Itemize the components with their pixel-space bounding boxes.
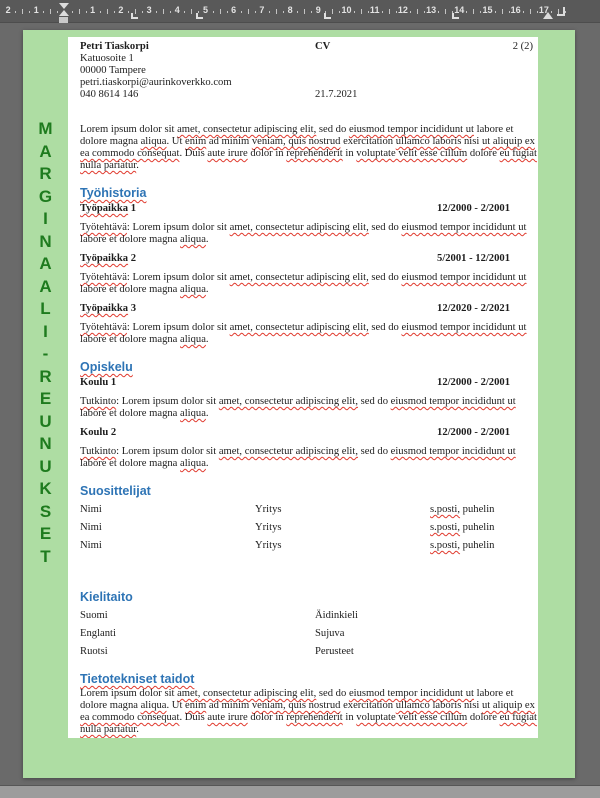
- text-run: . Ut: [166, 700, 186, 711]
- hanging-indent-marker[interactable]: [59, 10, 69, 16]
- ruler-tick: [184, 11, 185, 13]
- misspelled-text: amet, consectetur adipiscing elit,: [218, 396, 358, 407]
- misspelled-text: amet, consectetur adipiscing elit,: [229, 222, 369, 233]
- misspelled-text: Työtehtävä: [80, 272, 127, 283]
- ruler-number: 13: [426, 5, 437, 15]
- tab-stop-marker[interactable]: [452, 13, 459, 19]
- ruler-tick: [248, 9, 249, 14]
- ruler-number: 14: [454, 5, 465, 15]
- text-run: Suosittelijat: [80, 484, 151, 498]
- text-run: . Ut: [166, 136, 186, 147]
- text-run: nisi: [461, 136, 482, 147]
- ruler-tick: [107, 9, 108, 14]
- school-description: [80, 396, 538, 420]
- referee-row: [80, 522, 538, 534]
- text-run: sed do: [357, 446, 391, 457]
- section-heading-referees: [80, 484, 538, 498]
- ruler-tick: [29, 11, 30, 13]
- cv-header: [80, 41, 538, 101]
- text-run: dolor in: [247, 712, 287, 723]
- language-row: [80, 610, 538, 622]
- text-run: dolor in: [247, 148, 287, 159]
- text-run: .: [205, 458, 209, 469]
- misspelled-text: ut aliquip ex ea commodo consequat: [80, 700, 535, 723]
- margin-annotation-letter: A: [39, 254, 52, 273]
- misspelled-text: veniam, quis nostrud: [251, 700, 341, 711]
- indent-markers[interactable]: [58, 3, 69, 23]
- margin-annotation-letter: I: [43, 209, 48, 228]
- ruler-tick: [480, 11, 481, 13]
- ruler-tick: [368, 11, 369, 13]
- window-bottom-strip: [0, 785, 600, 798]
- ruler-tick: [163, 9, 164, 14]
- misspelled-text: Työtehtävä: [80, 322, 127, 333]
- job-description: [80, 272, 538, 296]
- text-run: Kielitaito: [80, 590, 133, 604]
- referee-contact: [430, 540, 538, 552]
- margin-annotation-letter: E: [39, 389, 52, 408]
- text-run: sed do: [368, 272, 402, 283]
- ruler-tick: [530, 9, 531, 14]
- misspelled-text: eiusmod tempor incididunt ut: [401, 272, 527, 283]
- ruler-number: 11: [369, 5, 380, 15]
- misspelled-text: Työpaikka: [80, 303, 129, 314]
- ruler-tick: [417, 9, 418, 14]
- ruler-tick: [100, 11, 101, 13]
- school-title-row: [80, 427, 538, 439]
- ruler-tick: [43, 11, 44, 13]
- margin-annotation-letter: U: [39, 456, 52, 476]
- ruler-tick: [241, 11, 242, 13]
- tab-stop-marker[interactable]: [196, 13, 203, 19]
- ruler-tick: [410, 11, 411, 13]
- misspelled-text: Työpaikka: [80, 253, 129, 264]
- text-run: exercitation: [340, 700, 396, 711]
- misspelled-text: amet, consectetur adipiscing elit,: [177, 688, 317, 699]
- text-run: 2: [128, 253, 137, 264]
- language-row: [80, 628, 538, 640]
- school-title: [80, 377, 116, 389]
- misspelled-text: eiusmod tempor incididunt ut: [390, 396, 516, 407]
- section-heading-it-skills: [80, 672, 538, 686]
- ruler-tick: [15, 11, 16, 13]
- text-run: .: [205, 408, 209, 419]
- horizontal-ruler[interactable]: [0, 0, 600, 23]
- misspelled-text: ut aliquip ex ea commodo consequat: [80, 136, 535, 159]
- header-contact-block: [80, 41, 315, 101]
- school-dates: 12/2000 - 2/2001: [437, 377, 510, 388]
- text-run: labore et dolore magna: [80, 284, 181, 295]
- text-run: 3: [128, 303, 137, 314]
- ruler-tick: [72, 11, 73, 13]
- job-dates: 5/2001 - 12/2001: [437, 253, 510, 264]
- ruler-tick: [445, 9, 446, 14]
- misspelled-text: Opiskelu: [80, 360, 133, 374]
- ruler-tick: [220, 9, 221, 14]
- referee-contact: [430, 522, 538, 534]
- margin-annotation-letter: A: [39, 276, 52, 296]
- text-run: Lorem ipsum dolor sit: [80, 688, 178, 699]
- misspelled-text: ullamco laboris: [395, 136, 462, 147]
- document-type-label: CV: [315, 41, 331, 52]
- misspelled-text: amet, consectetur adipiscing elit,: [218, 446, 358, 457]
- margin-annotation-letter: R: [39, 164, 52, 183]
- ruler-number: 6: [231, 5, 237, 15]
- job-dates: 12/2000 - 2/2001: [437, 203, 510, 214]
- text-run: : Lorem ipsum dolor sit: [116, 446, 219, 457]
- text-run: in: [342, 148, 357, 159]
- it-skills-paragraph: [80, 688, 538, 736]
- misspelled-text: aliqua: [180, 284, 206, 295]
- ruler-tick: [473, 9, 474, 14]
- misspelled-text: aute irure: [207, 148, 248, 159]
- text-run: sed do: [357, 396, 391, 407]
- text-run: ad minim: [206, 136, 252, 147]
- language-row: [80, 646, 538, 658]
- margin-annotation-letter: K: [39, 479, 52, 498]
- margin-annotation-label: [23, 120, 68, 565]
- ruler-tick: [156, 11, 157, 13]
- ruler-tick: [255, 11, 256, 13]
- ruler-tick: [170, 11, 171, 13]
- ruler-tick: [22, 9, 23, 14]
- school-title-row: [80, 377, 538, 389]
- misspelled-text: s.posti,: [430, 504, 461, 515]
- text-run: .: [205, 234, 209, 245]
- ruler-tick: [389, 9, 390, 14]
- ruler-number: 1: [90, 5, 96, 15]
- text-run: : Lorem ipsum dolor sit: [126, 322, 230, 333]
- misspelled-text: eiusmod tempor incididunt ut: [401, 322, 527, 333]
- address-line-1: Katuosoite 1: [80, 53, 134, 64]
- school-dates: 12/2000 - 2/2001: [437, 427, 510, 438]
- ruler-number: 17: [538, 5, 549, 15]
- margin-annotation-letter: S: [39, 501, 52, 521]
- ruler-tick: [283, 11, 284, 13]
- language-level: Äidinkieli: [315, 610, 358, 621]
- margin-annotation-letter: M: [38, 119, 53, 138]
- ruler-margin-number: 1: [33, 5, 39, 15]
- ruler-tick: [361, 9, 362, 14]
- job-title: [80, 253, 136, 265]
- margin-annotation-letter: I: [43, 321, 48, 341]
- ruler-number: 7: [259, 5, 265, 15]
- text-run: Koulu 1: [80, 377, 117, 388]
- ruler-tick: [424, 11, 425, 13]
- ruler-tick: [495, 11, 496, 13]
- job-description: [80, 222, 538, 246]
- ruler-tick: [339, 11, 340, 13]
- ruler-tick: [438, 11, 439, 13]
- section-heading-work-history: [80, 186, 538, 200]
- text-run: labore et dolore magna: [80, 334, 181, 345]
- misspelled-text: voluptate velit esse cillum: [356, 148, 468, 159]
- ruler-tick: [466, 11, 467, 13]
- misspelled-text: eiusmod tempor incididunt ut: [348, 124, 474, 135]
- header-middle-block: [315, 41, 513, 101]
- misspelled-text: voluptate velit esse cillum: [356, 712, 468, 723]
- ruler-number: 5: [202, 5, 209, 15]
- language-name: Ruotsi: [80, 646, 108, 657]
- text-run: nisi: [461, 700, 482, 711]
- text-run: : Lorem ipsum dolor sit: [116, 396, 219, 407]
- misspelled-text: eiusmod tempor incididunt ut: [401, 222, 527, 233]
- text-run: labore et dolore magna: [80, 688, 514, 711]
- text-run: labore et dolore magna: [80, 408, 181, 419]
- page-number: 2 (2): [512, 41, 533, 52]
- ruler-tick: [79, 9, 80, 14]
- ruler-tick: [114, 11, 115, 13]
- ruler-tick: [354, 11, 355, 13]
- ruler-tick: [523, 11, 524, 13]
- job-title-row: [80, 203, 538, 215]
- referee-name: Nimi: [80, 504, 102, 515]
- misspelled-text: eiusmod tempor incididunt ut: [348, 688, 474, 699]
- text-run: Lorem ipsum dolor sit: [80, 124, 178, 135]
- text-run: labore et dolore magna: [80, 458, 181, 469]
- text-run: . Duis: [179, 148, 208, 159]
- misspelled-text: veniam, quis nostrud: [251, 136, 341, 147]
- misspelled-text: enim: [185, 700, 207, 711]
- job-description: [80, 322, 538, 346]
- ruler-tick: [332, 9, 333, 14]
- margin-annotation-letter: U: [39, 411, 52, 431]
- misspelled-text: Työtehtävä: [80, 222, 127, 233]
- ruler-tick: [142, 11, 143, 13]
- text-run: labore et dolore magna: [80, 234, 181, 245]
- misspelled-text: eiusmod tempor incididunt ut: [390, 446, 516, 457]
- document-date: 21.7.2021: [315, 89, 358, 100]
- ruler-tick: [213, 11, 214, 13]
- ruler-tick: [128, 11, 129, 13]
- ruler-tick: [304, 9, 305, 14]
- text-run: labore et dolore magna: [80, 124, 514, 147]
- referee-company: Yritys: [255, 540, 282, 551]
- misspelled-text: Työpaikka: [80, 203, 129, 214]
- ruler-tick: [227, 11, 228, 13]
- text-run: dolore: [467, 148, 500, 159]
- referee-name: Nimi: [80, 522, 102, 533]
- job-dates: 12/2020 - 2/2021: [437, 303, 510, 314]
- misspelled-text: aliqua: [140, 700, 167, 711]
- ruler-number: 15: [482, 5, 493, 15]
- tab-stop-marker[interactable]: [131, 13, 138, 19]
- language-name: Suomi: [80, 610, 108, 621]
- text-run: puhelin: [460, 540, 495, 551]
- ruler-number: 4: [174, 5, 180, 15]
- text-run: .: [205, 284, 209, 295]
- margin-annotation-letter: -: [42, 344, 49, 363]
- section-heading-languages: [80, 590, 538, 604]
- phone-number: 040 8614 146: [80, 89, 139, 100]
- text-run: puhelin: [460, 504, 495, 515]
- text-run: sed do: [368, 322, 402, 333]
- misspelled-text: Tutkinto: [80, 446, 117, 457]
- text-run: 1: [128, 203, 137, 214]
- margin-annotation-letter: N: [39, 434, 52, 453]
- misspelled-text: eu fugiat nulla pariatur: [80, 712, 537, 735]
- ruler-tick: [382, 11, 383, 13]
- left-indent-marker[interactable]: [59, 17, 68, 23]
- misspelled-text: Tietotekniset taidot: [80, 672, 195, 686]
- school-description: [80, 446, 538, 470]
- language-level: Perusteet: [315, 646, 354, 657]
- ruler-tick: [86, 11, 87, 13]
- ruler-number: 12: [397, 5, 408, 15]
- misspelled-text: reprehenderit: [286, 712, 343, 723]
- ruler-tick: [191, 9, 192, 14]
- margin-annotation-letter: A: [39, 141, 52, 161]
- email-address: petri.tiaskorpi@aurinkoverkko.com: [80, 77, 232, 88]
- ruler-number: 2: [118, 5, 124, 15]
- text-run: .: [136, 160, 139, 171]
- referee-company: Yritys: [255, 522, 282, 533]
- misspelled-text: s.posti,: [430, 522, 461, 533]
- ruler-number: 3: [146, 5, 152, 15]
- first-line-indent-marker[interactable]: [59, 3, 69, 9]
- text-run: ad minim: [206, 700, 252, 711]
- text-run: sed do: [316, 688, 349, 699]
- referee-contact: [430, 504, 538, 516]
- school-title: [80, 427, 116, 439]
- text-run: .: [205, 334, 209, 345]
- language-level: Sujuva: [315, 628, 345, 639]
- ruler-tick: [509, 11, 510, 13]
- person-name: Petri Tiaskorpi: [80, 41, 149, 52]
- margin-annotation-letter: T: [40, 546, 51, 566]
- ruler-tick: [297, 11, 298, 13]
- job-title: [80, 203, 136, 215]
- misspelled-text: aliqua: [180, 458, 206, 469]
- tab-stop-marker[interactable]: [324, 13, 331, 19]
- margin-annotation-letter: R: [39, 366, 52, 386]
- job-title-row: [80, 303, 538, 315]
- misspelled-text: amet, consectetur adipiscing elit,: [229, 322, 369, 333]
- text-run: .: [136, 724, 139, 735]
- referee-name: Nimi: [80, 540, 102, 551]
- ruler-tick: [565, 11, 566, 13]
- text-run: puhelin: [460, 522, 495, 533]
- margin-annotation-letter: L: [40, 299, 51, 318]
- section-heading-education: [80, 360, 538, 374]
- referee-company: Yritys: [255, 504, 282, 515]
- ruler-tick: [311, 11, 312, 13]
- margin-annotation-letter: E: [39, 524, 52, 543]
- misspelled-text: s.posti,: [430, 540, 461, 551]
- document-page: [23, 30, 575, 778]
- misspelled-text: Työhistoria: [80, 186, 147, 200]
- ruler-margin-number: 2: [5, 5, 11, 15]
- intro-paragraph: [80, 124, 538, 172]
- misspelled-text: eu fugiat nulla pariatur: [80, 148, 537, 171]
- ruler-tick: [276, 9, 277, 14]
- misspelled-text: aliqua: [140, 136, 167, 147]
- misspelled-text: aute irure: [207, 712, 248, 723]
- misspelled-text: aliqua: [180, 408, 206, 419]
- referee-row: [80, 504, 538, 516]
- ruler-tick: [269, 11, 270, 13]
- margin-annotation-letter: N: [39, 231, 52, 251]
- misspelled-text: aliqua: [180, 234, 206, 245]
- text-run: sed do: [368, 222, 402, 233]
- text-run: : Lorem ipsum dolor sit: [126, 272, 230, 283]
- text-run: . Duis: [179, 712, 208, 723]
- misspelled-text: ullamco laboris: [395, 700, 462, 711]
- misspelled-text: enim: [185, 136, 207, 147]
- misspelled-text: Tutkinto: [80, 396, 117, 407]
- ruler-number: 9: [315, 5, 321, 15]
- misspelled-text: amet, consectetur adipiscing elit,: [229, 272, 369, 283]
- right-margin-corner-marker: [557, 7, 565, 16]
- text-run: exercitation: [340, 136, 396, 147]
- misspelled-text: reprehenderit: [286, 148, 343, 159]
- ruler-number: 8: [287, 5, 293, 15]
- job-title: [80, 303, 136, 315]
- text-run: sed do: [316, 124, 349, 135]
- document-content[interactable]: [68, 37, 538, 738]
- text-run: : Lorem ipsum dolor sit: [126, 222, 230, 233]
- text-run: in: [342, 712, 357, 723]
- misspelled-text: aliqua: [180, 334, 206, 345]
- ruler-tick: [537, 11, 538, 13]
- referee-row: [80, 540, 538, 552]
- ruler-number: 10: [341, 5, 352, 15]
- text-run: dolore: [467, 712, 500, 723]
- job-title-row: [80, 253, 538, 265]
- text-run: Koulu 2: [80, 427, 117, 438]
- right-indent-marker[interactable]: [543, 12, 553, 19]
- address-line-2: 00000 Tampere: [80, 65, 146, 76]
- language-name: Englanti: [80, 628, 116, 639]
- ruler-number: 16: [510, 5, 521, 15]
- misspelled-text: amet, consectetur adipiscing elit,: [177, 124, 317, 135]
- ruler-tick: [502, 9, 503, 14]
- margin-annotation-letter: G: [38, 186, 53, 206]
- ruler-tick: [396, 11, 397, 13]
- ruler-tick: [50, 9, 51, 14]
